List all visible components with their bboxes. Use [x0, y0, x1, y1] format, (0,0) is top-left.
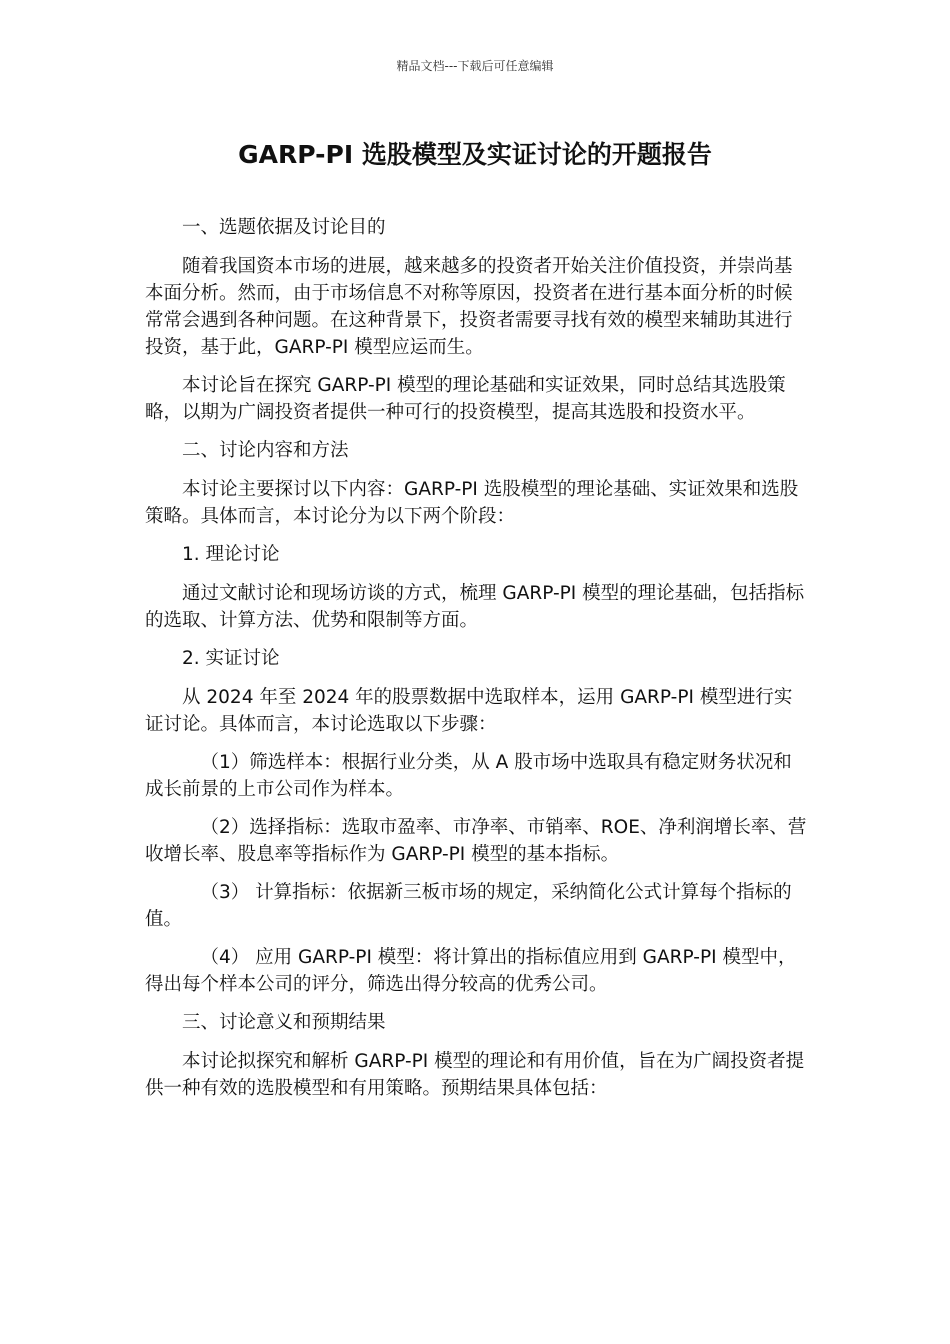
- subheading-theory: 1. 理论讨论: [182, 544, 280, 565]
- subheading-empirical: 2. 实证讨论: [182, 648, 280, 669]
- section-heading-1: 一、选题依据及讨论目的: [182, 217, 386, 238]
- step-1-sample-screening: （1）筛选样本：根据行业分类，从 A 股市场中选取具有稳定财务状况和成长前景的上市公司作为样本。: [145, 752, 792, 800]
- section-heading-3: 三、讨论意义和预期结果: [182, 1012, 386, 1033]
- step-3-indicator-calculation: （3） 计算指标：依据新三板市场的规定，采纳简化公式计算每个指标的值。: [145, 882, 792, 930]
- step-2-indicator-selection: （2）选择指标：选取市盈率、市净率、市销率、ROE、净利润增长率、营收增长率、股息率等指标作为 GARP-PI 模型的基本指标。: [145, 817, 807, 865]
- section-heading-2: 二、讨论内容和方法: [182, 440, 349, 461]
- paragraph-empirical: 从 2024 年至 2024 年的股票数据中选取样本，运用 GARP-PI 模型进行实证讨论。具体而言，本讨论选取以下步骤：: [145, 687, 793, 735]
- paragraph-purpose: 本讨论旨在探究 GARP-PI 模型的理论基础和实证效果，同时总结其选股策略，以期为广阔投资者提供一种可行的投资模型，提高其选股和投资水平。: [145, 375, 786, 423]
- step-4-model-application: （4） 应用 GARP-PI 模型：将计算出的指标值应用到 GARP-PI 模型中，得出每个样本公司的评分，筛选出得分较高的优秀公司。: [145, 947, 797, 995]
- paragraph-content-overview: 本讨论主要探讨以下内容：GARP-PI 选股模型的理论基础、实证效果和选股策略。具体而言，本讨论分为以下两个阶段：: [145, 479, 799, 527]
- paragraph-significance: 本讨论拟探究和解析 GARP-PI 模型的理论和有用价值，旨在为广阔投资者提供一种有效的选股模型和有用策略。预期结果具体包括：: [145, 1051, 805, 1099]
- document-title: GARP-PI 选股模型及实证讨论的开题报告: [238, 140, 712, 169]
- paragraph-background: 随着我国资本市场的进展，越来越多的投资者开始关注价值投资，并崇尚基本面分析。然而，由于市场信息不对称等原因，投资者在进行基本面分析的时候常常会遇到各种问题。在这种背景下，投资者需要寻找有效的模型来辅助其进行投资，基于此，GARP-PI 模型应运而生。: [145, 256, 793, 358]
- paragraph-theory: 通过文献讨论和现场访谈的方式，梳理 GARP-PI 模型的理论基础，包括指标的选取、计算方法、优势和限制等方面。: [145, 583, 805, 631]
- document-body: [145, 214, 807, 1113]
- page-header: 精品文档---下载后可任意编辑: [396, 59, 554, 73]
